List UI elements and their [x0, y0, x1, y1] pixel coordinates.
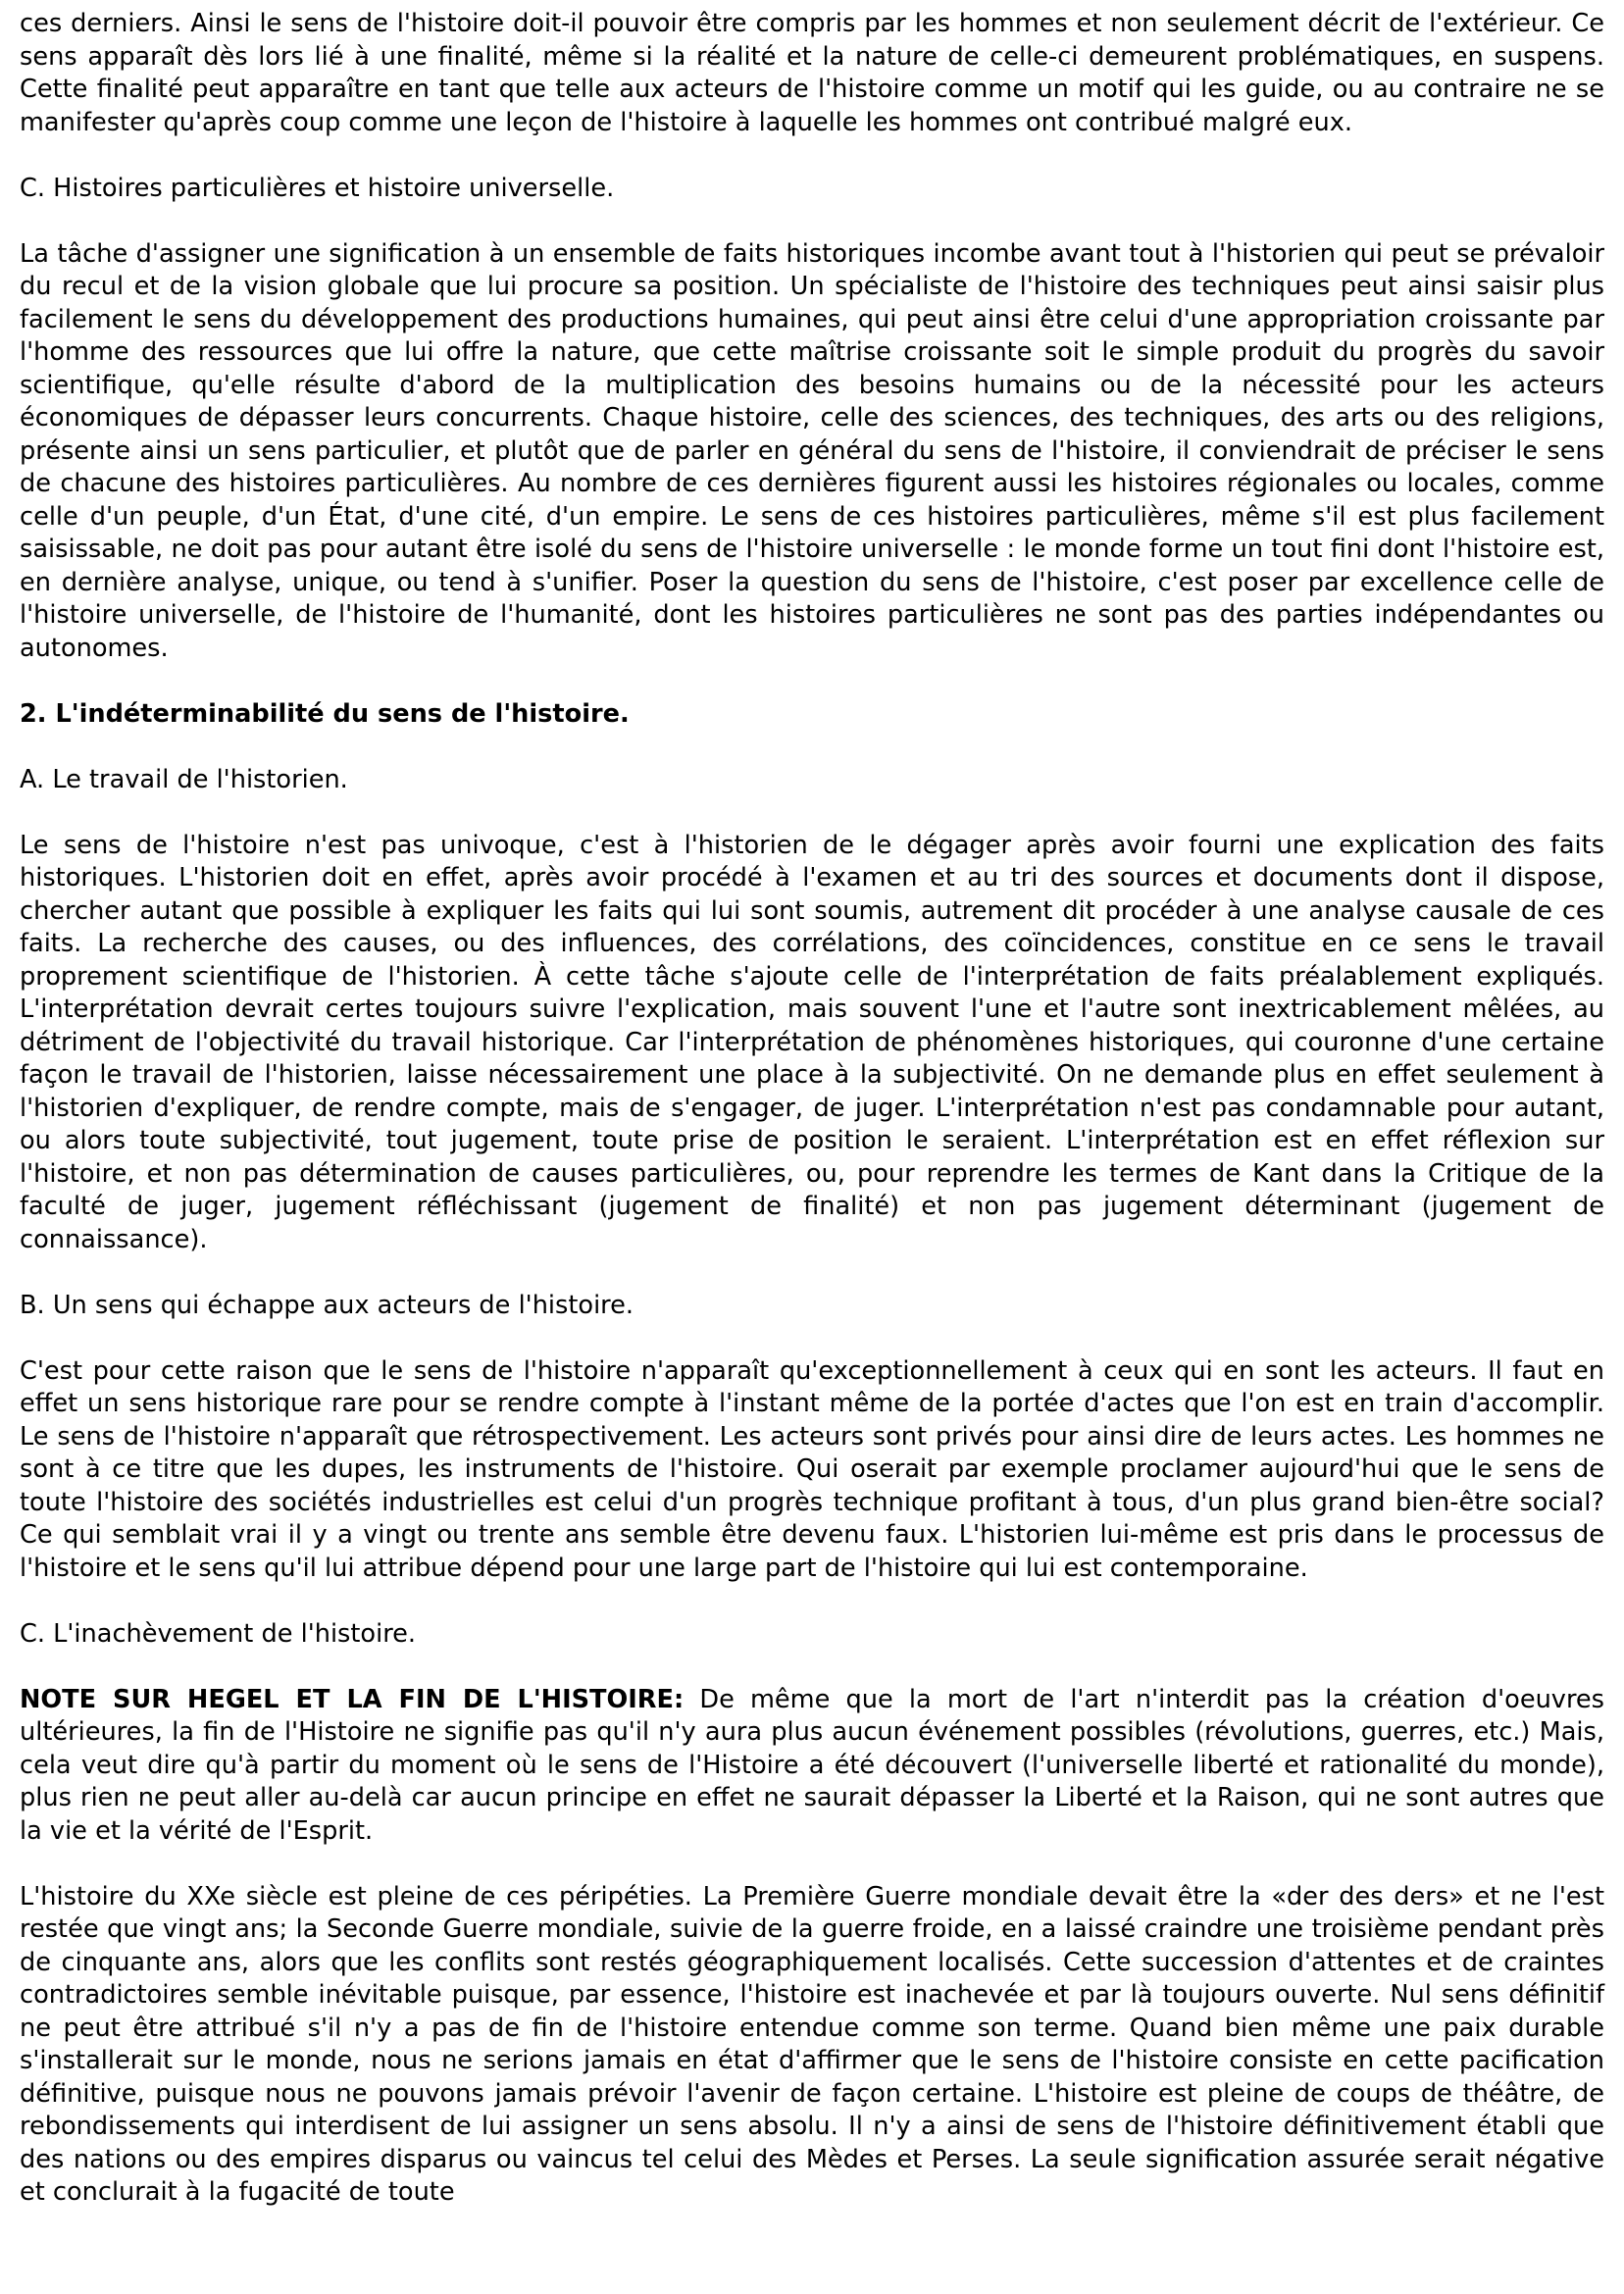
note-text: De même que la mort de l'art n'interdit pas la création d'oeuvres ultérieures, la fin de l'Histoire ne signifie pas qu'il n'y aura plus aucun événement possibles (révolutions, guerres, etc.) Mais, cela veut dire qu'à partir du moment où le sens de l'Histoire a été découvert (l'universelle liberté et rationalité du monde), plus rien ne peut aller au-delà car aucun principe en effet ne saurait dépasser la Liberté et la Raison, qui ne sont autres que la vie et la vérité de l'Esprit. [20, 1684, 1604, 1846]
subheading-travail-historien: A. Le travail de l'historien. [20, 764, 348, 794]
note-hegel [20, 1684, 1604, 1849]
section-heading-indeterminabilite: 2. L'indéterminabilité du sens de l'histoire. [20, 698, 630, 729]
subheading-inachevement: C. L'inachèvement de l'histoire. [20, 1618, 417, 1649]
note-label: NOTE SUR HEGEL ET LA FIN DE L'HISTOIRE: [20, 1684, 685, 1714]
subheading-sens-echappe: B. Un sens qui échappe aux acteurs de l'histoire. [20, 1290, 634, 1320]
paragraph-sens-echappe: C'est pour cette raison que le sens de l'histoire n'apparaît qu'exceptionnellement à ceux qui en sont les acteurs. Il faut en effet un sens historique rare pour se rendre compte à l'instant même de la portée d'actes que l'on est en train d'accomplir. Le sens de l'histoire n'apparaît que rétrospectivement. Les acteurs sont privés pour ainsi dire de leurs actes. Les hommes ne sont à ce titre que les dupes, les instruments de l'histoire. Qui oserait par exemple proclamer aujourd'hui que le sens de toute l'histoire des sociétés industrielles est celui d'un progrès technique profitant à tous, d'un plus grand bien-être social? Ce qui semblait vrai il y a vingt ou trente ans semble être devenu faux. L'historien lui-même est pris dans le processus de l'histoire et le sens qu'il lui attribue dépend pour une large part de l'histoire qui lui est contemporaine. [20, 1355, 1604, 1583]
subheading-histoires-particulieres: C. Histoires particulières et histoire universelle. [20, 173, 615, 203]
paragraph-xxe-siecle: L'histoire du XXe siècle est pleine de ces péripéties. La Première Guerre mondiale devait être la «der des ders» et ne l'est restée que vingt ans; la Seconde Guerre mondiale, suivie de la guerre froide, en a laissé craindre une troisième pendant près de cinquante ans, alors que les conflits sont restés géographiquement localisés. Cette succession d'attentes et de craintes contradictoires semble inévitable puisque, par essence, l'histoire est inachevée et par là toujours ouverte. Nul sens définitif ne peut être attribué s'il n'y a pas de fin de l'histoire entendue comme son terme. Quand bien même une paix durable s'installerait sur le monde, nous ne serions jamais en état d'affirmer que le sens de l'histoire consiste en cette pacification définitive, puisque nous ne pouvons jamais prévoir l'avenir de façon certaine. L'histoire est pleine de coups de théâtre, de rebondissements qui interdisent de lui assigner un sens absolu. Il n'y a ainsi de sens de l'histoire définitivement établi que des nations ou des empires disparus ou vaincus tel celui des Mèdes et Perses. La seule signification assurée serait négative et conclurait à la fugacité de toute [20, 1881, 1604, 2207]
document-page [20, 8, 1604, 2242]
paragraph-travail-historien: Le sens de l'histoire n'est pas univoque, c'est à l'historien de le dégager après avoir fourni une explication des faits historiques. L'historien doit en effet, après avoir procédé à l'examen et au tri des sources et documents dont il dispose, chercher autant que possible à expliquer les faits qui lui sont soumis, autrement dit procéder à une analyse causale de ces faits. La recherche des causes, ou des influences, des corrélations, des coïncidences, constitue en ce sens le travail proprement scientifique de l'historien. À cette tâche s'ajoute celle de l'interprétation de faits préalablement expliqués. L'interprétation devrait certes toujours suivre l'explication, mais souvent l'une et l'autre sont inextricablement mêlées, au détriment de l'objectivité du travail historique. Car l'interprétation de phénomènes historiques, qui couronne d'une certaine façon le travail de l'historien, laisse nécessairement une place à la subjectivité. On ne demande plus en effet seulement à l'historien d'expliquer, de rendre compte, mais de s'engager, de juger. L'interprétation n'est pas condamnable pour autant, ou alors toute subjectivité, tout jugement, toute prise de position le seraient. L'interprétation est en effet réflexion sur l'histoire, et non pas détermination de causes particulières, ou, pour reprendre les termes de Kant dans la Critique de la faculté de juger, jugement réfléchissant (jugement de finalité) et non pas jugement déterminant (jugement de connaissance). [20, 830, 1604, 1254]
paragraph-histoires-particulieres: La tâche d'assigner une signification à un ensemble de faits historiques incombe avant tout à l'historien qui peut se prévaloir du recul et de la vision globale que lui procure sa position. Un spécialiste de l'histoire des techniques peut ainsi saisir plus facilement le sens du développement des productions humaines, qui peut ainsi être celui d'une appropriation croissante par l'homme des ressources que lui offre la nature, que cette maîtrise croissante soit le simple produit du progrès du savoir scientifique, qu'elle résulte d'abord de la multiplication des besoins humains ou de la nécessité pour les acteurs économiques de dépasser leurs concurrents. Chaque histoire, celle des sciences, des techniques, des arts ou des religions, présente ainsi un sens particulier, et plutôt que de parler en général du sens de l'histoire, il conviendrait de préciser le sens de chacune des histoires particulières. Au nombre de ces dernières figurent aussi les histoires régionales ou locales, comme celle d'un peuple, d'un État, d'une cité, d'un empire. Le sens de ces histoires particulières, même s'il est plus facilement saisissable, ne doit pas pour autant être isolé du sens de l'histoire universelle : le monde forme un tout fini dont l'histoire est, en dernière analyse, unique, ou tend à s'unifier. Poser la question du sens de l'histoire, c'est poser par excellence celle de l'histoire universelle, de l'histoire de l'humanité, dont les histoires particulières ne sont pas des parties indépendantes ou autonomes. [20, 238, 1604, 663]
paragraph-intro: ces derniers. Ainsi le sens de l'histoire doit-il pouvoir être compris par les hommes et non seulement décrit de l'extérieur. Ce sens apparaît dès lors lié à une finalité, même si la réalité et la nature de celle-ci demeurent problématiques, en suspens. Cette finalité peut apparaître en tant que telle aux acteurs de l'histoire comme un motif qui les guide, ou au contraire ne se manifester qu'après coup comme une leçon de l'histoire à laquelle les hommes ont contribué malgré eux. [20, 9, 1604, 137]
